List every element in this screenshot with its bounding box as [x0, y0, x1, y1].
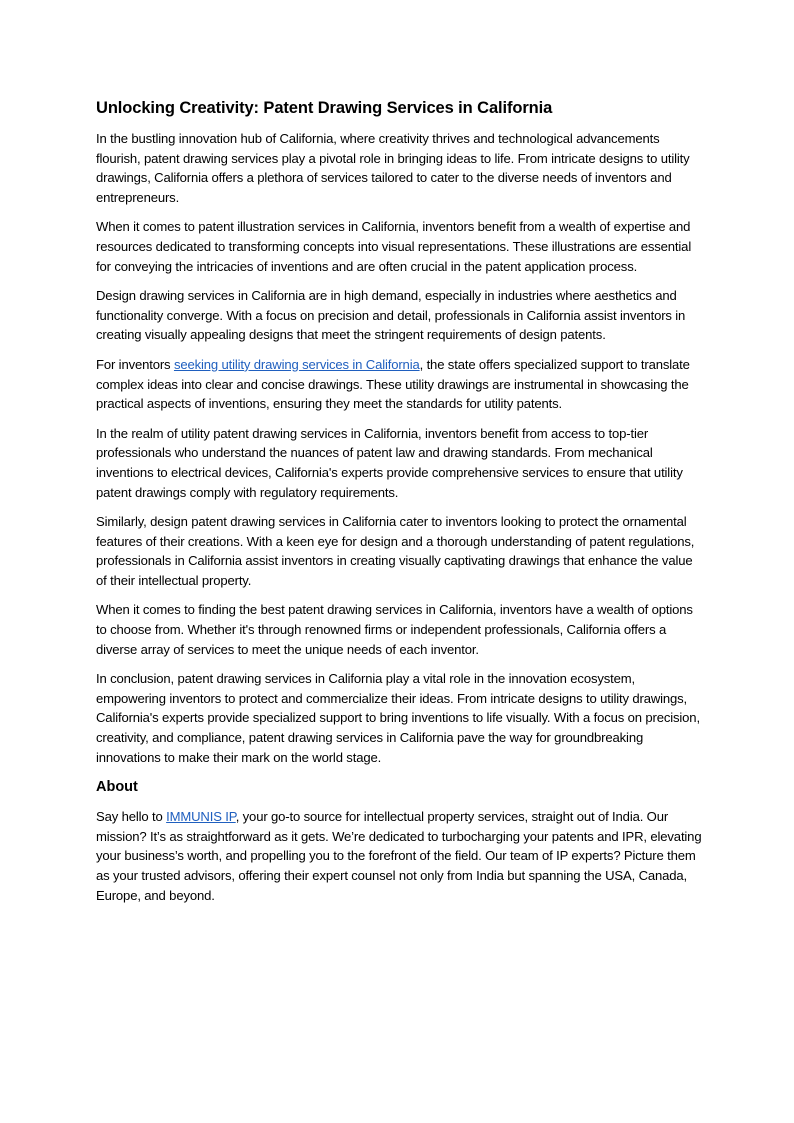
paragraph-utility-lead: For inventors [96, 356, 174, 372]
paragraph-design-patent: Similarly, design patent drawing services in California cater to inventors looking to protect the ornamental features of their creations. With a keen eye for design and a thorough understanding of patent regulations, professionals in California assist inventors in creating visually captivating drawings that enhance the value of their intellectual property. [96, 514, 695, 588]
about-heading: About [96, 779, 138, 796]
about-rest: , your go-to source for intellectual property services, straight out of India. Our mission? It’s as straightforward as it gets. We’re dedicated to turbocharging your patents and IPR, elevating your business’s worth, and propelling you to the forefront of the field. Our team of IP experts? Picture them as your trusted advisors, offering their expert counsel not only from India but spanning the USA, Canada, Europe, and beyond. [96, 809, 702, 903]
paragraph-illustration: When it comes to patent illustration services in California, inventors benefit from a wealth of expertise and resources dedicated to transforming concepts into visual representations. These illustrations are essential for conveying the intricacies of inventions and are often crucial in the patent application process. [96, 219, 692, 274]
about-lead: Say hello to [96, 809, 167, 825]
page-title: Unlocking Creativity: Patent Drawing Services in California [96, 99, 553, 117]
paragraph-design: Design drawing services in California are in high demand, especially in industries where aesthetics and functionality converge. With a focus on precision and detail, professionals in California assist inventors in creating visually appealing designs that meet the stringent requirements of design patents. [96, 288, 686, 343]
paragraph-best-services: When it comes to finding the best patent drawing services in California, inventors have a wealth of options to choose from. Whether it's through renowned firms or independent professionals, California offers a diverse array of services to meet the unique needs of each inventor. [96, 602, 693, 657]
paragraph-utility-patent: In the realm of utility patent drawing services in California, inventors benefit from access to top-tier professionals who understand the nuances of patent law and drawing standards. From mechanical inventions to electrical devices, California's experts provide comprehensive services to ensure that utility patent drawings comply with regulatory requirements. [96, 425, 683, 500]
document-page [96, 97, 702, 915]
immunis-ip-link[interactable]: IMMUNIS IP [166, 809, 236, 825]
about-paragraph [96, 807, 702, 905]
utility-drawing-link[interactable]: seeking utility drawing services in California [173, 356, 420, 372]
paragraph-conclusion: In conclusion, patent drawing services in California play a vital role in the innovation ecosystem, empowering inventors to protect and commercialize their ideas. From intricate designs to utility drawings, California's experts provide specialized support to bring inventions to life visually. With a focus on precision, creativity, and compliance, patent drawing services in California pave the way for groundbreaking innovations to make their mark on the world stage. [96, 671, 700, 765]
paragraph-utility-rest: , the state offers specialized support to translate complex ideas into clear and concise drawings. These utility drawings are instrumental in showcasing the practical aspects of inventions, ensuring they meet the standards for utility patents. [96, 356, 690, 412]
paragraph-utility [96, 355, 702, 414]
paragraph-intro: In the bustling innovation hub of California, where creativity thrives and technological advancements flourish, patent drawing services play a pivotal role in bringing ideas to life. From intricate designs to utility drawings, California offers a plethora of services tailored to cater to the diverse needs of inventors and entrepreneurs. [96, 131, 690, 205]
